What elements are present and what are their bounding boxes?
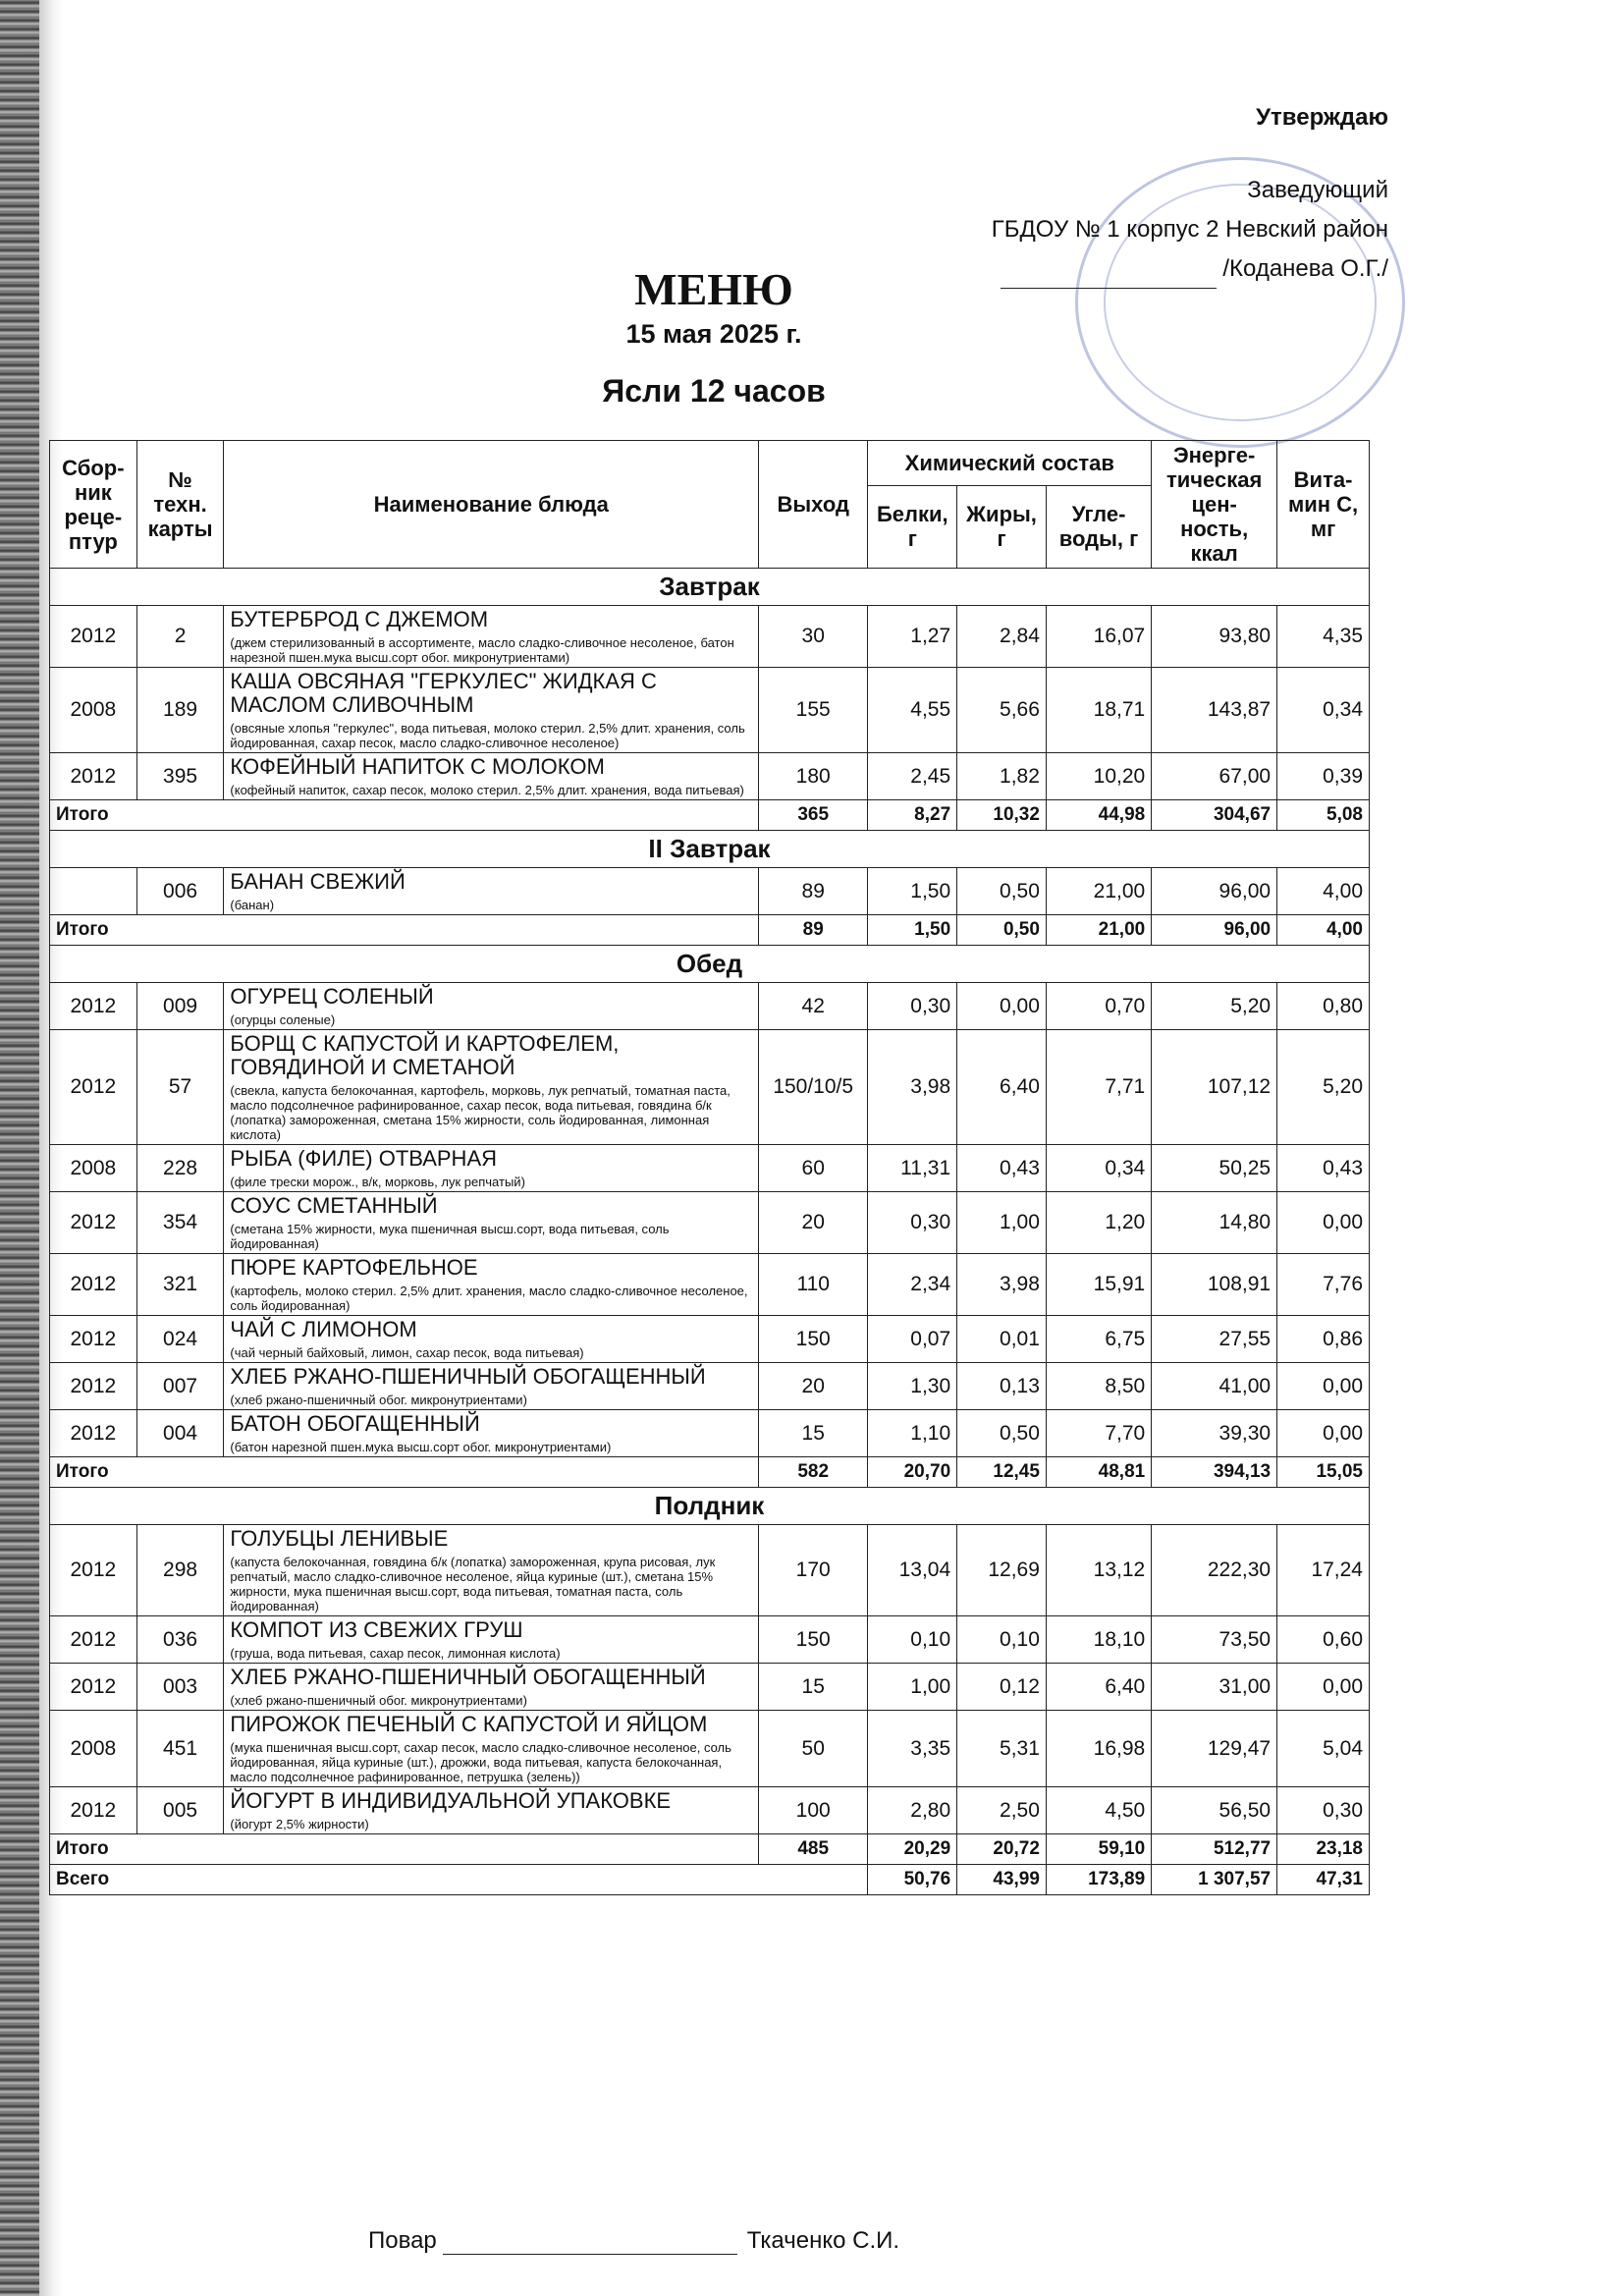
dish-name: ПИРОЖОК ПЕЧЕНЫЙ С КАПУСТОЙ И ЯЙЦОМ (230, 1712, 708, 1736)
dish-card: 451 (136, 1711, 224, 1787)
dish-row (50, 1030, 1370, 1145)
dish-protein: 0,30 (868, 1192, 957, 1254)
total-vitamin-c: 5,08 (1277, 800, 1370, 831)
menu-group: Ясли 12 часов (602, 373, 826, 409)
dish-ingredients: (батон нарезной пшен.мука высш.сорт обог. микронутриентами) (230, 1440, 612, 1454)
dish-name: БОРЩ С КАПУСТОЙ И КАРТОФЕЛЕМ, ГОВЯДИНОЙ И СМЕТАНОЙ (230, 1031, 620, 1079)
dish-yield: 150 (759, 1616, 868, 1664)
dish-carbs: 7,70 (1046, 1410, 1151, 1457)
dish-collection: 2008 (50, 1145, 137, 1192)
dish-vitamin-c: 0,34 (1277, 668, 1370, 753)
col-dish-name: Наименование блюда (224, 441, 759, 569)
grand-total-fat: 43,99 (957, 1865, 1047, 1895)
dish-carbs: 10,20 (1046, 753, 1151, 800)
dish-protein: 2,45 (868, 753, 957, 800)
dish-protein: 13,04 (868, 1525, 957, 1616)
dish-ingredients: (хлеб ржано-пшеничный обог. микронутриентами) (230, 1393, 527, 1407)
dish-protein: 2,80 (868, 1787, 957, 1834)
col-vitamin-c: Вита-мин С, мг (1277, 441, 1370, 569)
dish-card: 036 (136, 1616, 224, 1664)
dish-energy: 107,12 (1152, 1030, 1277, 1145)
dish-carbs: 16,98 (1046, 1711, 1151, 1787)
dish-vitamin-c: 4,35 (1277, 606, 1370, 668)
dish-yield: 180 (759, 753, 868, 800)
total-carbs: 21,00 (1046, 915, 1151, 946)
dish-card: 004 (136, 1410, 224, 1457)
dish-energy: 222,30 (1152, 1525, 1277, 1616)
section-row (50, 946, 1370, 983)
dish-vitamin-c: 7,76 (1277, 1254, 1370, 1316)
dish-ingredients: (хлеб ржано-пшеничный обог. микронутриентами) (230, 1693, 527, 1708)
menu-table (49, 440, 1370, 1895)
dish-protein: 1,00 (868, 1664, 957, 1711)
approval-organization: ГБДОУ № 1 корпус 2 Невский район (991, 216, 1388, 243)
dish-protein: 0,30 (868, 983, 957, 1030)
dish-vitamin-c: 0,00 (1277, 1363, 1370, 1410)
dish-card: 321 (136, 1254, 224, 1316)
dish-name: ГОЛУБЦЫ ЛЕНИВЫЕ (230, 1526, 449, 1551)
dish-ingredients: (чай черный байховый, лимон, сахар песок, вода питьевая) (230, 1345, 584, 1360)
dish-row (50, 1145, 1370, 1192)
dish-collection: 2012 (50, 1616, 137, 1664)
dish-row (50, 1410, 1370, 1457)
dish-row (50, 1616, 1370, 1664)
dish-vitamin-c: 0,80 (1277, 983, 1370, 1030)
section-title: Завтрак (50, 569, 1370, 606)
dish-collection: 2012 (50, 1316, 137, 1363)
col-energy: Энерге-тическая цен-ность, ккал (1152, 441, 1277, 569)
section-row (50, 1488, 1370, 1525)
dish-energy: 143,87 (1152, 668, 1277, 753)
section-title: Полдник (50, 1488, 1370, 1525)
dish-cell (224, 1664, 759, 1711)
dish-carbs: 16,07 (1046, 606, 1151, 668)
menu-date: 15 мая 2025 г. (625, 319, 802, 349)
dish-ingredients: (филе трески морож., в/к, морковь, лук репчатый) (230, 1175, 525, 1189)
dish-protein: 1,30 (868, 1363, 957, 1410)
dish-carbs: 1,20 (1046, 1192, 1151, 1254)
dish-vitamin-c: 0,00 (1277, 1192, 1370, 1254)
dish-energy: 41,00 (1152, 1363, 1277, 1410)
approval-heading: Утверждаю (1256, 104, 1388, 131)
total-row (50, 1457, 1370, 1488)
dish-energy: 56,50 (1152, 1787, 1277, 1834)
dish-card: 006 (136, 868, 224, 915)
dish-ingredients: (джем стерилизованный в ассортименте, масло сладко-сливочное несоленое, батон нарезной пшен.мука высш.сорт обог. микронутриентами) (230, 635, 734, 665)
dish-fat: 0,43 (957, 1145, 1047, 1192)
dish-yield: 155 (759, 668, 868, 753)
section-row (50, 831, 1370, 868)
approval-signatory: /Коданева О.Г./ (1222, 255, 1388, 282)
cook-signature (368, 2227, 899, 2255)
dish-fat: 5,66 (957, 668, 1047, 753)
dish-card: 395 (136, 753, 224, 800)
total-vitamin-c: 4,00 (1277, 915, 1370, 946)
dish-fat: 2,50 (957, 1787, 1047, 1834)
dish-yield: 150/10/5 (759, 1030, 868, 1145)
total-vitamin-c: 23,18 (1277, 1834, 1370, 1865)
dish-fat: 6,40 (957, 1030, 1047, 1145)
dish-cell (224, 1363, 759, 1410)
dish-protein: 0,10 (868, 1616, 957, 1664)
dish-card: 009 (136, 983, 224, 1030)
total-fat: 12,45 (957, 1457, 1047, 1488)
dish-cell (224, 1316, 759, 1363)
dish-row (50, 1316, 1370, 1363)
total-row (50, 1834, 1370, 1865)
dish-ingredients: (картофель, молоко стерил. 2,5% длит. хранения, масло сладко-сливочное несоленое, соль йодированная) (230, 1284, 748, 1313)
dish-energy: 50,25 (1152, 1145, 1277, 1192)
dish-energy: 93,80 (1152, 606, 1277, 668)
dish-energy: 73,50 (1152, 1616, 1277, 1664)
dish-card: 57 (136, 1030, 224, 1145)
dish-protein: 3,98 (868, 1030, 957, 1145)
dish-yield: 50 (759, 1711, 868, 1787)
dish-carbs: 7,71 (1046, 1030, 1151, 1145)
dish-energy: 96,00 (1152, 868, 1277, 915)
dish-protein: 2,34 (868, 1254, 957, 1316)
dish-row (50, 1363, 1370, 1410)
total-row (50, 915, 1370, 946)
dish-fat: 0,10 (957, 1616, 1047, 1664)
dish-collection: 2008 (50, 668, 137, 753)
dish-collection: 2012 (50, 1030, 137, 1145)
dish-carbs: 13,12 (1046, 1525, 1151, 1616)
dish-protein: 11,31 (868, 1145, 957, 1192)
dish-fat: 0,12 (957, 1664, 1047, 1711)
dish-cell (224, 1192, 759, 1254)
grand-total-carbs: 173,89 (1046, 1865, 1151, 1895)
dish-name: ПЮРЕ КАРТОФЕЛЬНОЕ (230, 1255, 478, 1280)
total-protein: 8,27 (868, 800, 957, 831)
dish-carbs: 18,71 (1046, 668, 1151, 753)
grand-total-label: Всего (50, 1865, 868, 1895)
dish-card: 189 (136, 668, 224, 753)
cook-name: Ткаченко С.И. (746, 2227, 900, 2254)
dish-vitamin-c: 0,30 (1277, 1787, 1370, 1834)
col-chem-composition: Химический состав (868, 441, 1152, 486)
total-energy: 394,13 (1152, 1457, 1277, 1488)
dish-yield: 170 (759, 1525, 868, 1616)
total-vitamin-c: 15,05 (1277, 1457, 1370, 1488)
total-carbs: 44,98 (1046, 800, 1151, 831)
dish-energy: 14,80 (1152, 1192, 1277, 1254)
col-fat: Жиры, г (957, 485, 1047, 568)
dish-ingredients: (капуста белокочанная, говядина б/к (лопатка) замороженная, крупа рисовая, лук репчатый, масло сладко-сливочное несоленое, яйца куриные (шт.), сметана 15% жирности, мука пшеничная высш.сорт, вода питьевая, томатная паста, соль йодированная) (230, 1555, 716, 1613)
grand-total-row (50, 1865, 1370, 1895)
dish-row (50, 1787, 1370, 1834)
dish-vitamin-c: 0,86 (1277, 1316, 1370, 1363)
dish-fat: 0,00 (957, 983, 1047, 1030)
total-protein: 1,50 (868, 915, 957, 946)
cook-signature-line (443, 2228, 737, 2255)
dish-cell (224, 1711, 759, 1787)
dish-yield: 100 (759, 1787, 868, 1834)
dish-name: ЧАЙ С ЛИМОНОМ (230, 1317, 417, 1341)
dish-energy: 5,20 (1152, 983, 1277, 1030)
dish-cell (224, 668, 759, 753)
dish-carbs: 18,10 (1046, 1616, 1151, 1664)
dish-row (50, 753, 1370, 800)
col-carbs: Угле-воды, г (1046, 485, 1151, 568)
dish-cell (224, 983, 759, 1030)
dish-ingredients: (овсяные хлопья "геркулес", вода питьевая, молоко стерил. 2,5% длит. хранения, соль йодированная, сахар песок, масло сладко-сливочное несоленое) (230, 721, 745, 750)
dish-yield: 60 (759, 1145, 868, 1192)
total-row (50, 800, 1370, 831)
approval-position: Заведующий (1247, 177, 1388, 203)
total-label: Итого (50, 1457, 759, 1488)
dish-name: КОМПОТ ИЗ СВЕЖИХ ГРУШ (230, 1617, 523, 1642)
dish-card: 298 (136, 1525, 224, 1616)
dish-yield: 15 (759, 1410, 868, 1457)
dish-fat: 12,69 (957, 1525, 1047, 1616)
dish-collection: 2012 (50, 1664, 137, 1711)
dish-row (50, 1525, 1370, 1616)
page-title: МЕНЮ (634, 264, 793, 314)
dish-yield: 30 (759, 606, 868, 668)
dish-vitamin-c: 0,00 (1277, 1664, 1370, 1711)
dish-fat: 5,31 (957, 1711, 1047, 1787)
dish-name: ХЛЕБ РЖАНО-ПШЕНИЧНЫЙ ОБОГАЩЕННЫЙ (230, 1364, 706, 1389)
dish-row (50, 668, 1370, 753)
dish-collection (50, 868, 137, 915)
col-protein: Белки, г (868, 485, 957, 568)
total-fat: 0,50 (957, 915, 1047, 946)
dish-cell (224, 868, 759, 915)
dish-collection: 2012 (50, 1254, 137, 1316)
dish-collection: 2012 (50, 606, 137, 668)
total-label: Итого (50, 800, 759, 831)
dish-yield: 20 (759, 1363, 868, 1410)
dish-yield: 15 (759, 1664, 868, 1711)
total-yield: 89 (759, 915, 868, 946)
total-yield: 485 (759, 1834, 868, 1865)
dish-carbs: 8,50 (1046, 1363, 1151, 1410)
dish-cell (224, 1254, 759, 1316)
dish-yield: 42 (759, 983, 868, 1030)
dish-name: КОФЕЙНЫЙ НАПИТОК С МОЛОКОМ (230, 754, 605, 779)
total-label: Итого (50, 1834, 759, 1865)
dish-row (50, 1192, 1370, 1254)
dish-protein: 3,35 (868, 1711, 957, 1787)
dish-name: БАНАН СВЕЖИЙ (230, 869, 406, 894)
dish-collection: 2008 (50, 1711, 137, 1787)
dish-protein: 0,07 (868, 1316, 957, 1363)
dish-carbs: 0,34 (1046, 1145, 1151, 1192)
col-card: № техн. карты (136, 441, 224, 569)
dish-collection: 2012 (50, 983, 137, 1030)
dish-protein: 1,10 (868, 1410, 957, 1457)
dish-ingredients: (кофейный напиток, сахар песок, молоко стерил. 2,5% длит. хранения, вода питьевая) (230, 783, 744, 797)
dish-fat: 3,98 (957, 1254, 1047, 1316)
total-energy: 512,77 (1152, 1834, 1277, 1865)
dish-card: 2 (136, 606, 224, 668)
dish-vitamin-c: 4,00 (1277, 868, 1370, 915)
dish-carbs: 6,40 (1046, 1664, 1151, 1711)
dish-fat: 2,84 (957, 606, 1047, 668)
grand-total-energy: 1 307,57 (1152, 1865, 1277, 1895)
dish-energy: 129,47 (1152, 1711, 1277, 1787)
dish-card: 024 (136, 1316, 224, 1363)
dish-fat: 0,13 (957, 1363, 1047, 1410)
dish-yield: 110 (759, 1254, 868, 1316)
dish-energy: 31,00 (1152, 1664, 1277, 1711)
dish-card: 003 (136, 1664, 224, 1711)
dish-cell (224, 1616, 759, 1664)
col-yield: Выход (759, 441, 868, 569)
dish-vitamin-c: 0,00 (1277, 1410, 1370, 1457)
dish-collection: 2012 (50, 753, 137, 800)
dish-card: 354 (136, 1192, 224, 1254)
dish-ingredients: (банан) (230, 898, 275, 912)
section-title: Обед (50, 946, 1370, 983)
menu-body (50, 569, 1370, 1895)
section-row (50, 569, 1370, 606)
dish-cell (224, 1145, 759, 1192)
dish-name: КАША ОВСЯНАЯ "ГЕРКУЛЕС" ЖИДКАЯ С МАСЛОМ СЛИВОЧНЫМ (230, 669, 657, 717)
dish-fat: 0,01 (957, 1316, 1047, 1363)
dish-energy: 39,30 (1152, 1410, 1277, 1457)
total-energy: 304,67 (1152, 800, 1277, 831)
dish-row (50, 1664, 1370, 1711)
dish-ingredients: (мука пшеничная высш.сорт, сахар песок, масло сладко-сливочное несоленое, соль йодированная, яйца куриные (шт.), дрожжи, вода питьевая, капуста белокочанная, масло подсолнечное рафинированное, петрушка (зелень)) (230, 1740, 731, 1784)
dish-vitamin-c: 0,60 (1277, 1616, 1370, 1664)
dish-carbs: 6,75 (1046, 1316, 1151, 1363)
cook-role: Повар (368, 2227, 437, 2254)
dish-collection: 2012 (50, 1192, 137, 1254)
dish-carbs: 15,91 (1046, 1254, 1151, 1316)
dish-cell (224, 1787, 759, 1834)
dish-ingredients: (сметана 15% жирности, мука пшеничная высш.сорт, вода питьевая, соль йодированная) (230, 1222, 670, 1251)
total-yield: 365 (759, 800, 868, 831)
dish-card: 005 (136, 1787, 224, 1834)
dish-collection: 2012 (50, 1787, 137, 1834)
approval-block (992, 98, 1388, 289)
dish-yield: 20 (759, 1192, 868, 1254)
dish-fat: 0,50 (957, 868, 1047, 915)
dish-ingredients: (йогурт 2,5% жирности) (230, 1817, 369, 1831)
total-label: Итого (50, 915, 759, 946)
dish-name: РЫБА (ФИЛЕ) ОТВАРНАЯ (230, 1146, 498, 1171)
dish-fat: 1,82 (957, 753, 1047, 800)
grand-total-protein: 50,76 (868, 1865, 957, 1895)
dish-name: ОГУРЕЦ СОЛЕНЫЙ (230, 984, 434, 1009)
dish-protein: 1,50 (868, 868, 957, 915)
dish-name: ЙОГУРТ В ИНДИВИДУАЛЬНОЙ УПАКОВКЕ (230, 1788, 672, 1813)
dish-collection: 2012 (50, 1410, 137, 1457)
section-title: II Завтрак (50, 831, 1370, 868)
dish-protein: 4,55 (868, 668, 957, 753)
total-protein: 20,29 (868, 1834, 957, 1865)
dish-row (50, 983, 1370, 1030)
total-fat: 20,72 (957, 1834, 1047, 1865)
dish-protein: 1,27 (868, 606, 957, 668)
dish-yield: 150 (759, 1316, 868, 1363)
dish-card: 228 (136, 1145, 224, 1192)
dish-name: БАТОН ОБОГАЩЕННЫЙ (230, 1411, 480, 1436)
dish-carbs: 21,00 (1046, 868, 1151, 915)
dish-energy: 27,55 (1152, 1316, 1277, 1363)
dish-collection: 2012 (50, 1525, 137, 1616)
dish-name: ХЛЕБ РЖАНО-ПШЕНИЧНЫЙ ОБОГАЩЕННЫЙ (230, 1665, 706, 1689)
dish-vitamin-c: 5,20 (1277, 1030, 1370, 1145)
dish-carbs: 0,70 (1046, 983, 1151, 1030)
dish-vitamin-c: 0,43 (1277, 1145, 1370, 1192)
total-energy: 96,00 (1152, 915, 1277, 946)
dish-vitamin-c: 0,39 (1277, 753, 1370, 800)
total-carbs: 48,81 (1046, 1457, 1151, 1488)
dish-vitamin-c: 17,24 (1277, 1525, 1370, 1616)
dish-cell (224, 606, 759, 668)
dish-ingredients: (огурцы соленые) (230, 1012, 336, 1027)
total-carbs: 59,10 (1046, 1834, 1151, 1865)
dish-energy: 108,91 (1152, 1254, 1277, 1316)
dish-collection: 2012 (50, 1363, 137, 1410)
dish-cell (224, 753, 759, 800)
col-collection: Сбор-ник реце-птур (50, 441, 137, 569)
dish-ingredients: (свекла, капуста белокочанная, картофель, морковь, лук репчатый, томатная паста, масло подсолнечное рафинированное, сахар песок, вода питьевая, говядина б/к (лопатка) замороженная, сметана 15% жирности, соль йодированная, лимонная кислота) (230, 1083, 731, 1142)
total-fat: 10,32 (957, 800, 1047, 831)
dish-fat: 0,50 (957, 1410, 1047, 1457)
dish-energy: 67,00 (1152, 753, 1277, 800)
dish-name: БУТЕРБРОД С ДЖЕМОМ (230, 607, 489, 631)
dish-yield: 89 (759, 868, 868, 915)
total-protein: 20,70 (868, 1457, 957, 1488)
grand-total-vitamin-c: 47,31 (1277, 1865, 1370, 1895)
dish-carbs: 4,50 (1046, 1787, 1151, 1834)
dish-row (50, 1254, 1370, 1316)
dish-cell (224, 1030, 759, 1145)
dish-row (50, 606, 1370, 668)
dish-fat: 1,00 (957, 1192, 1047, 1254)
dish-card: 007 (136, 1363, 224, 1410)
dish-vitamin-c: 5,04 (1277, 1711, 1370, 1787)
dish-ingredients: (груша, вода питьевая, сахар песок, лимонная кислота) (230, 1646, 561, 1661)
dish-cell (224, 1525, 759, 1616)
dish-row (50, 1711, 1370, 1787)
total-yield: 582 (759, 1457, 868, 1488)
dish-name: СОУС СМЕТАННЫЙ (230, 1193, 438, 1218)
dish-row (50, 868, 1370, 915)
dish-cell (224, 1410, 759, 1457)
